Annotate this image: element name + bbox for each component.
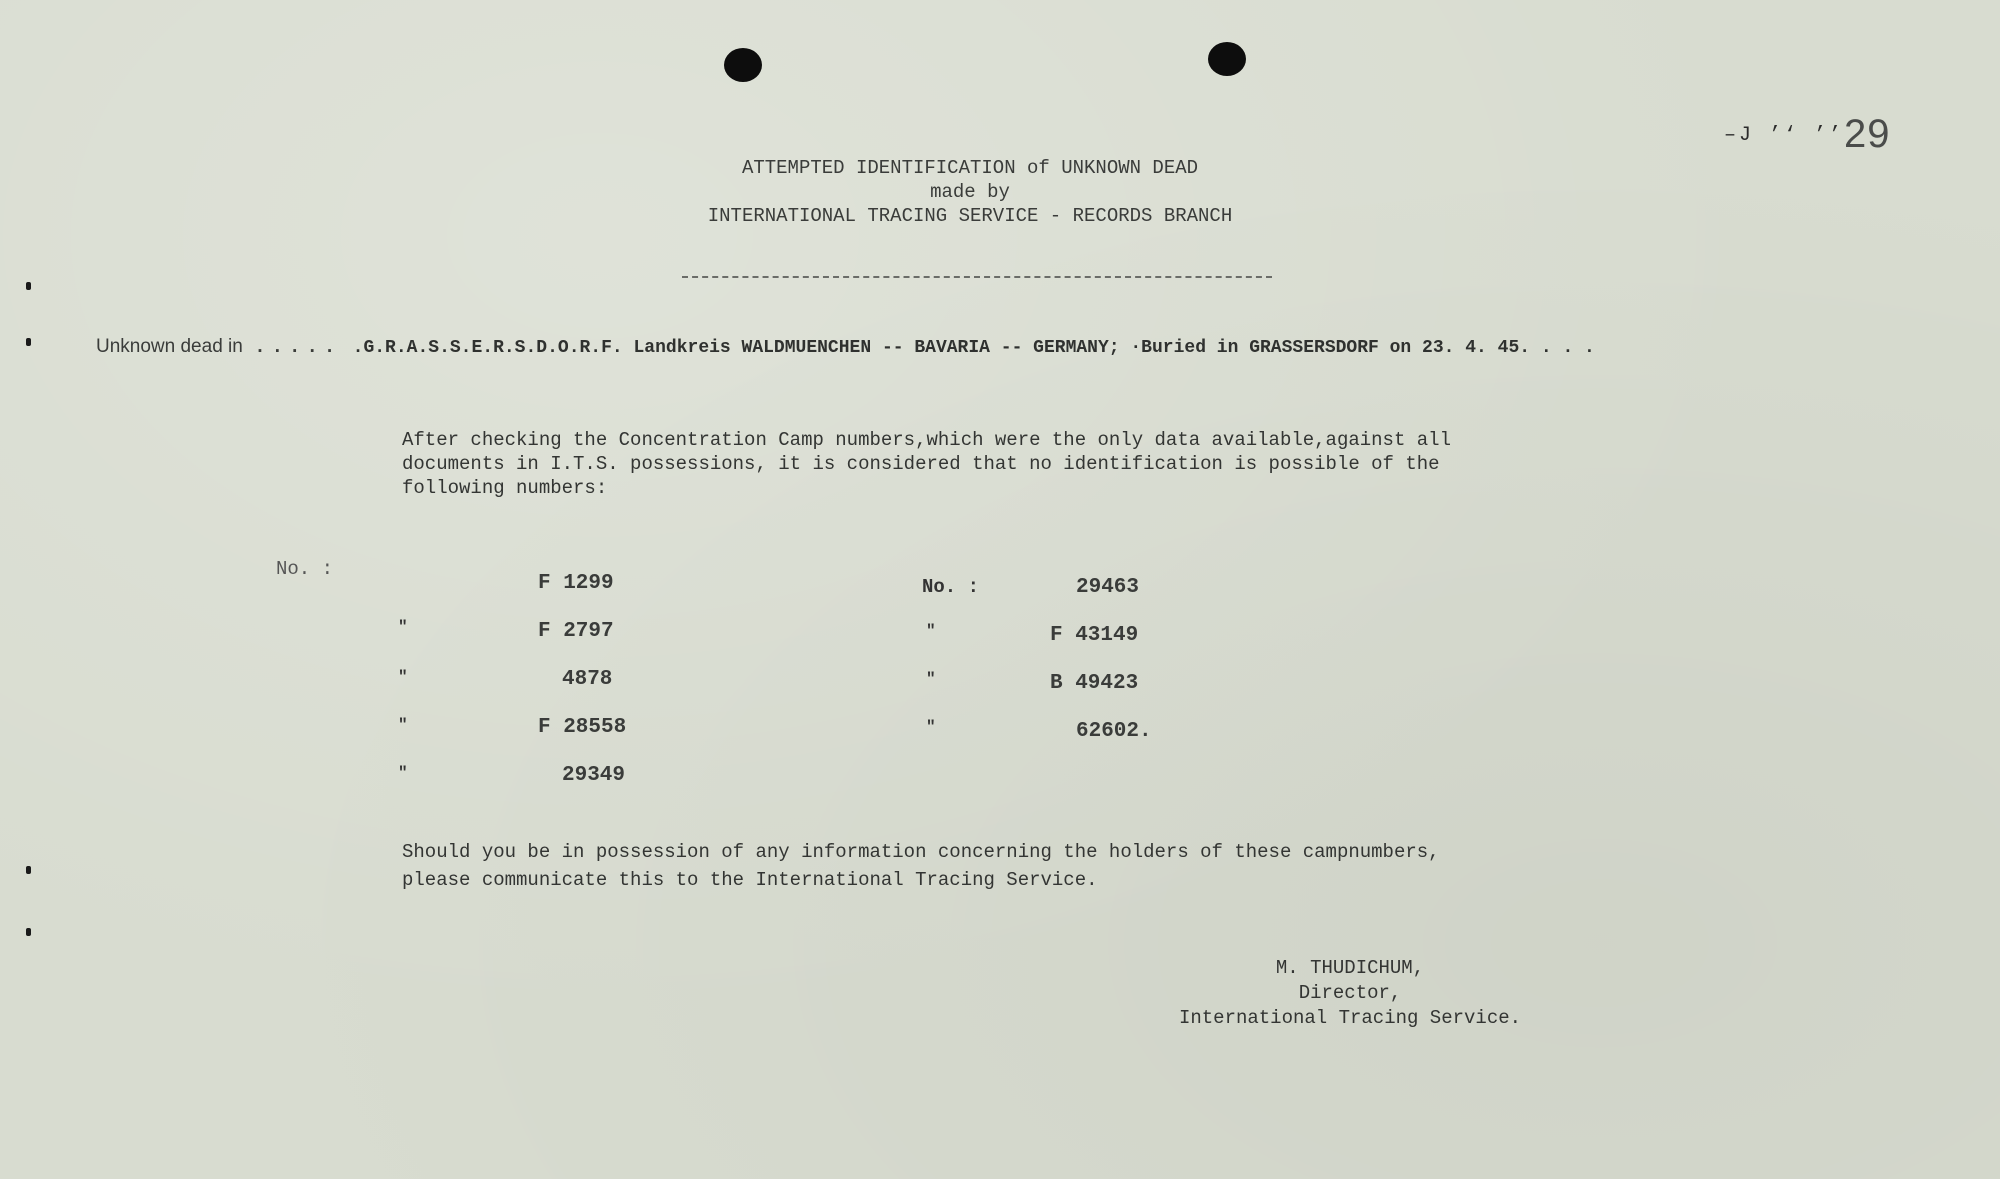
signatory-title: Director,	[1298, 982, 1402, 1004]
body-paragraph	[402, 428, 1602, 500]
header-title: ATTEMPTED IDENTIFICATION of UNKNOWN DEAD	[741, 157, 1199, 179]
punch-hole-right	[1208, 42, 1246, 76]
leader-dots: .....	[254, 336, 342, 358]
camp-number: 29349	[562, 764, 626, 787]
unknown-dead-line	[96, 336, 1595, 358]
ditto-mark: "	[398, 618, 408, 636]
no-label: No. :	[276, 558, 334, 580]
signatory-name: M. THUDICHUM,	[1275, 957, 1425, 979]
ditto-mark: "	[398, 716, 408, 734]
document-header	[660, 156, 1280, 228]
ditto-mark: "	[926, 718, 936, 736]
unknown-dead-label: Unknown dead in	[96, 336, 243, 357]
header-subtitle: made by	[930, 181, 1010, 203]
margin-mark	[26, 928, 31, 936]
ditto-mark: "	[398, 764, 408, 782]
header-organization: INTERNATIONAL TRACING SERVICE - RECORDS BRANCH	[707, 205, 1233, 227]
no-label: No. :	[922, 576, 980, 598]
camp-number: B 49423	[1050, 672, 1139, 695]
header-divider	[682, 276, 1272, 278]
camp-number: F 43149	[1050, 624, 1139, 647]
stamp-marks: –J ’‘ ’’	[1724, 124, 1845, 147]
margin-mark	[26, 338, 31, 346]
closing-line: please communicate this to the International Tracing Service.	[402, 869, 1098, 891]
margin-mark	[26, 282, 31, 290]
camp-number: 29463	[1076, 576, 1140, 599]
ditto-mark: "	[926, 622, 936, 640]
body-line: After checking the Concentration Camp numbers,which were the only data available,against all	[402, 429, 1451, 451]
burial-location: .G.R.A.S.S.E.R.S.D.O.R.F. Landkreis WALDMUENCHEN -- BAVARIA -- GERMANY; ·Buried in GRASSERSDORF on 23. 4. 45. . . .	[352, 338, 1595, 358]
body-line: following numbers:	[402, 477, 608, 499]
body-line: documents in I.T.S. possessions, it is considered that no identification is possible of the	[402, 453, 1440, 475]
ditto-mark: "	[926, 670, 936, 688]
closing-line: Should you be in possession of any information concerning the holders of these campnumbers,	[402, 841, 1440, 863]
camp-number: F 28558	[538, 716, 627, 739]
punch-hole-left	[724, 48, 762, 82]
closing-paragraph	[402, 838, 1602, 894]
camp-number: 62602.	[1076, 720, 1152, 743]
page-number: 29	[1844, 112, 1891, 156]
camp-number: F 2797	[538, 620, 614, 643]
camp-number: 4878	[562, 668, 613, 691]
signatory-organization: International Tracing Service.	[1178, 1007, 1522, 1029]
margin-mark	[26, 866, 31, 874]
ditto-mark: "	[398, 668, 408, 686]
camp-number: F 1299	[538, 572, 614, 595]
signature-block	[1150, 956, 1550, 1031]
